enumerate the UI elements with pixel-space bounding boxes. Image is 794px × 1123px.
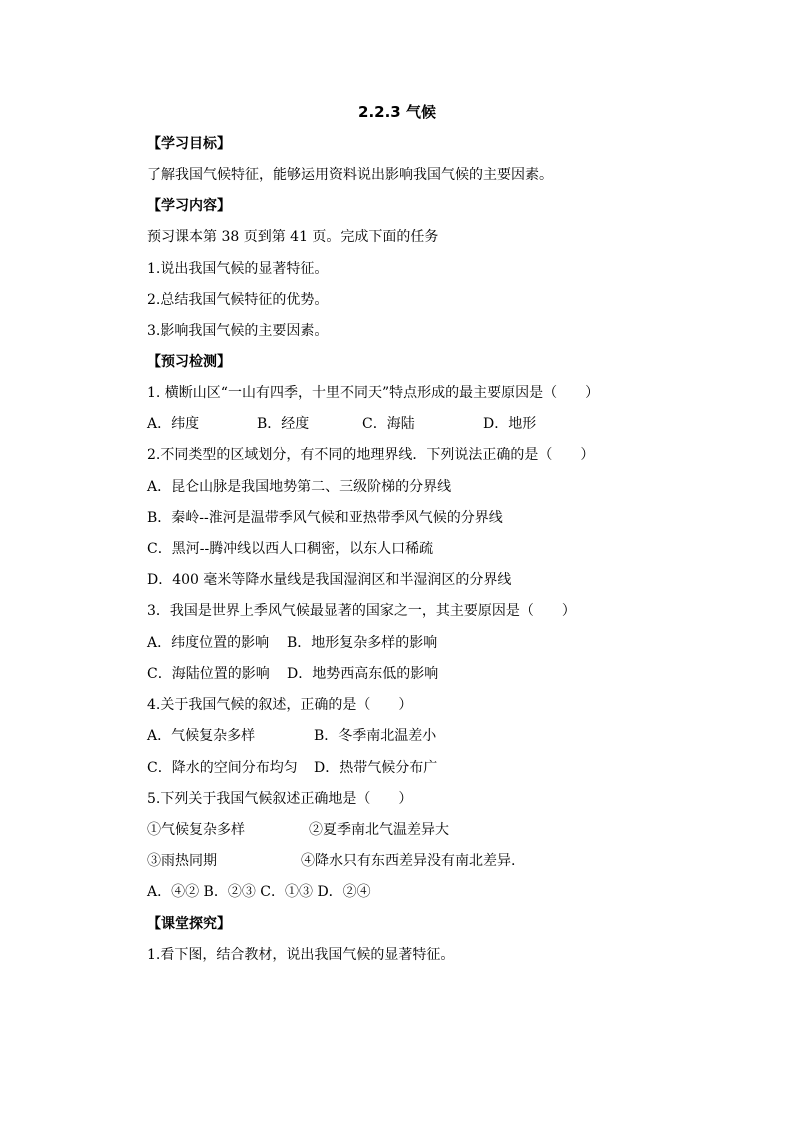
task-item: 2.总结我国气候特征的优势。 (147, 292, 329, 308)
question-1-option-c: C．海陆 (362, 416, 415, 432)
question-3-option-d: D．地势西高东低的影响 (287, 666, 439, 682)
question-1-option-d: D．地形 (483, 416, 537, 432)
question-2-option-a: A．昆仑山脉是我国地势第二、三级阶梯的分界线 (147, 479, 452, 495)
explore-question-1: 1.看下图，结合教材，说出我国气候的显著特征。 (147, 947, 455, 963)
question-1-option-b: B．经度 (257, 416, 310, 432)
question-2-option-b: B．秦岭--淮河是温带季风气候和亚热带季风气候的分界线 (147, 510, 503, 526)
question-3-stem: 3．我国是世界上季风气候最显著的国家之一，其主要原因是（ ） (147, 603, 576, 619)
question-5-statement-4: ④降水只有东西差异没有南北差异. (301, 853, 516, 869)
question-3-option-c: C．海陆位置的影响 (147, 666, 270, 682)
question-4-option-c: C．降水的空间分布均匀 (147, 760, 298, 776)
question-4-option-a: A．气候复杂多样 (147, 728, 256, 744)
question-5-stem: 5.下列关于我国气候叙述正确地是（ ） (147, 791, 413, 807)
question-4-stem: 4.关于我国气候的叙述，正确的是（ ） (147, 697, 413, 713)
question-3-option-a: A．纬度位置的影响 (147, 635, 270, 651)
question-2-option-c: C．黑河--腾冲线以西人口稠密，以东人口稀疏 (147, 541, 434, 557)
question-5-statement-1: ①气候复杂多样 (147, 822, 245, 838)
task-item: 3.影响我国气候的主要因素。 (147, 323, 329, 339)
content-intro: 预习课本第 38 页到第 41 页。完成下面的任务 (147, 229, 439, 245)
question-5-statement-2: ②夏季南北气温差异大 (309, 822, 449, 838)
question-2-stem: 2.不同类型的区域划分，有不同的地理界线．下列说法正确的是（ ） (147, 447, 595, 463)
question-3-option-b: B．地形复杂多样的影响 (287, 635, 438, 651)
question-1-stem: 1. 横断山区“一山有四季，十里不同天”特点形成的最主要原因是（ ） (147, 385, 600, 401)
question-4-option-b: B．冬季南北温差小 (314, 728, 437, 744)
task-item: 1.说出我国气候的显著特征。 (147, 261, 329, 277)
question-1-option-a: A．纬度 (147, 416, 200, 432)
question-5-statement-3: ③雨热同期 (147, 853, 217, 869)
question-2-option-d: D．400 毫米等降水量线是我国湿润区和半湿润区的分界线 (147, 572, 512, 588)
question-4-option-d: D．热带气候分布广 (314, 760, 438, 776)
question-5-options: A．④② B．②③ C．①③ D．②④ (147, 884, 371, 900)
explore-heading: 【课堂探究】 (147, 916, 231, 932)
content-heading: 【学习内容】 (147, 198, 231, 214)
check-heading: 【预习检测】 (147, 354, 231, 370)
goal-heading: 【学习目标】 (147, 136, 231, 152)
page-title: 2.2.3 气候 (358, 103, 436, 121)
goal-text: 了解我国气候特征，能够运用资料说出影响我国气候的主要因素。 (147, 167, 553, 183)
